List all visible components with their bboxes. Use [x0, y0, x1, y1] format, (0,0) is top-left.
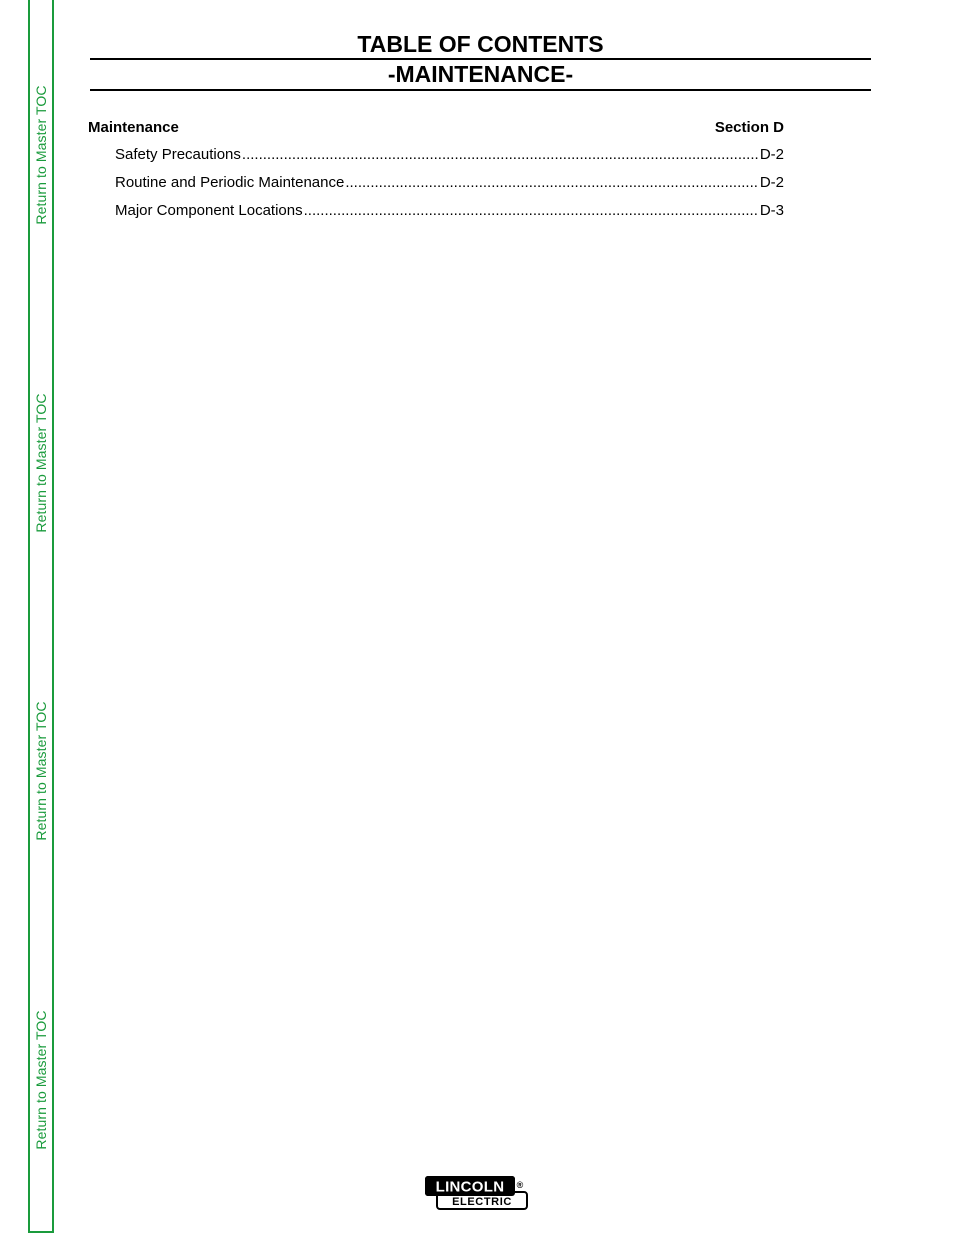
toc-entry-page: D-2	[759, 146, 784, 163]
logo-bottom-text: ELECTRIC	[452, 1196, 512, 1208]
toc-entry-major-component-locations[interactable]	[115, 201, 784, 221]
return-to-master-toc-link-2[interactable]: Return to Master TOC	[33, 393, 49, 533]
dot-leader	[304, 201, 759, 221]
toc-entry-label: Major Component Locations	[115, 202, 303, 219]
toc-entry-label: Routine and Periodic Maintenance	[115, 174, 345, 191]
toc-entry-page: D-3	[759, 202, 784, 219]
dot-leader	[242, 145, 759, 165]
logo-registered-mark: ®	[516, 1180, 524, 1190]
return-to-master-toc-link-1[interactable]: Return to Master TOC	[33, 85, 49, 225]
toc-entry-routine-maintenance[interactable]	[115, 173, 784, 193]
toc-section-label: Section D	[714, 119, 784, 136]
toc-entry-page: D-2	[759, 174, 784, 191]
lincoln-electric-logo	[424, 1175, 530, 1211]
page-title	[90, 30, 871, 91]
toc-header-row	[88, 118, 784, 138]
return-to-master-toc-link-4[interactable]: Return to Master TOC	[33, 1010, 49, 1150]
logo-top-text: LINCOLN	[435, 1178, 505, 1196]
toc-heading: Maintenance	[88, 119, 179, 136]
title-line-2: -MAINTENANCE-	[90, 60, 871, 91]
toc-entry-safety-precautions[interactable]	[115, 145, 784, 165]
return-to-master-toc-link-3[interactable]: Return to Master TOC	[33, 701, 49, 841]
toc-entry-label: Safety Precautions	[115, 146, 241, 163]
title-line-1: TABLE OF CONTENTS	[90, 30, 871, 60]
dot-leader	[345, 173, 759, 193]
table-of-contents	[88, 118, 784, 221]
